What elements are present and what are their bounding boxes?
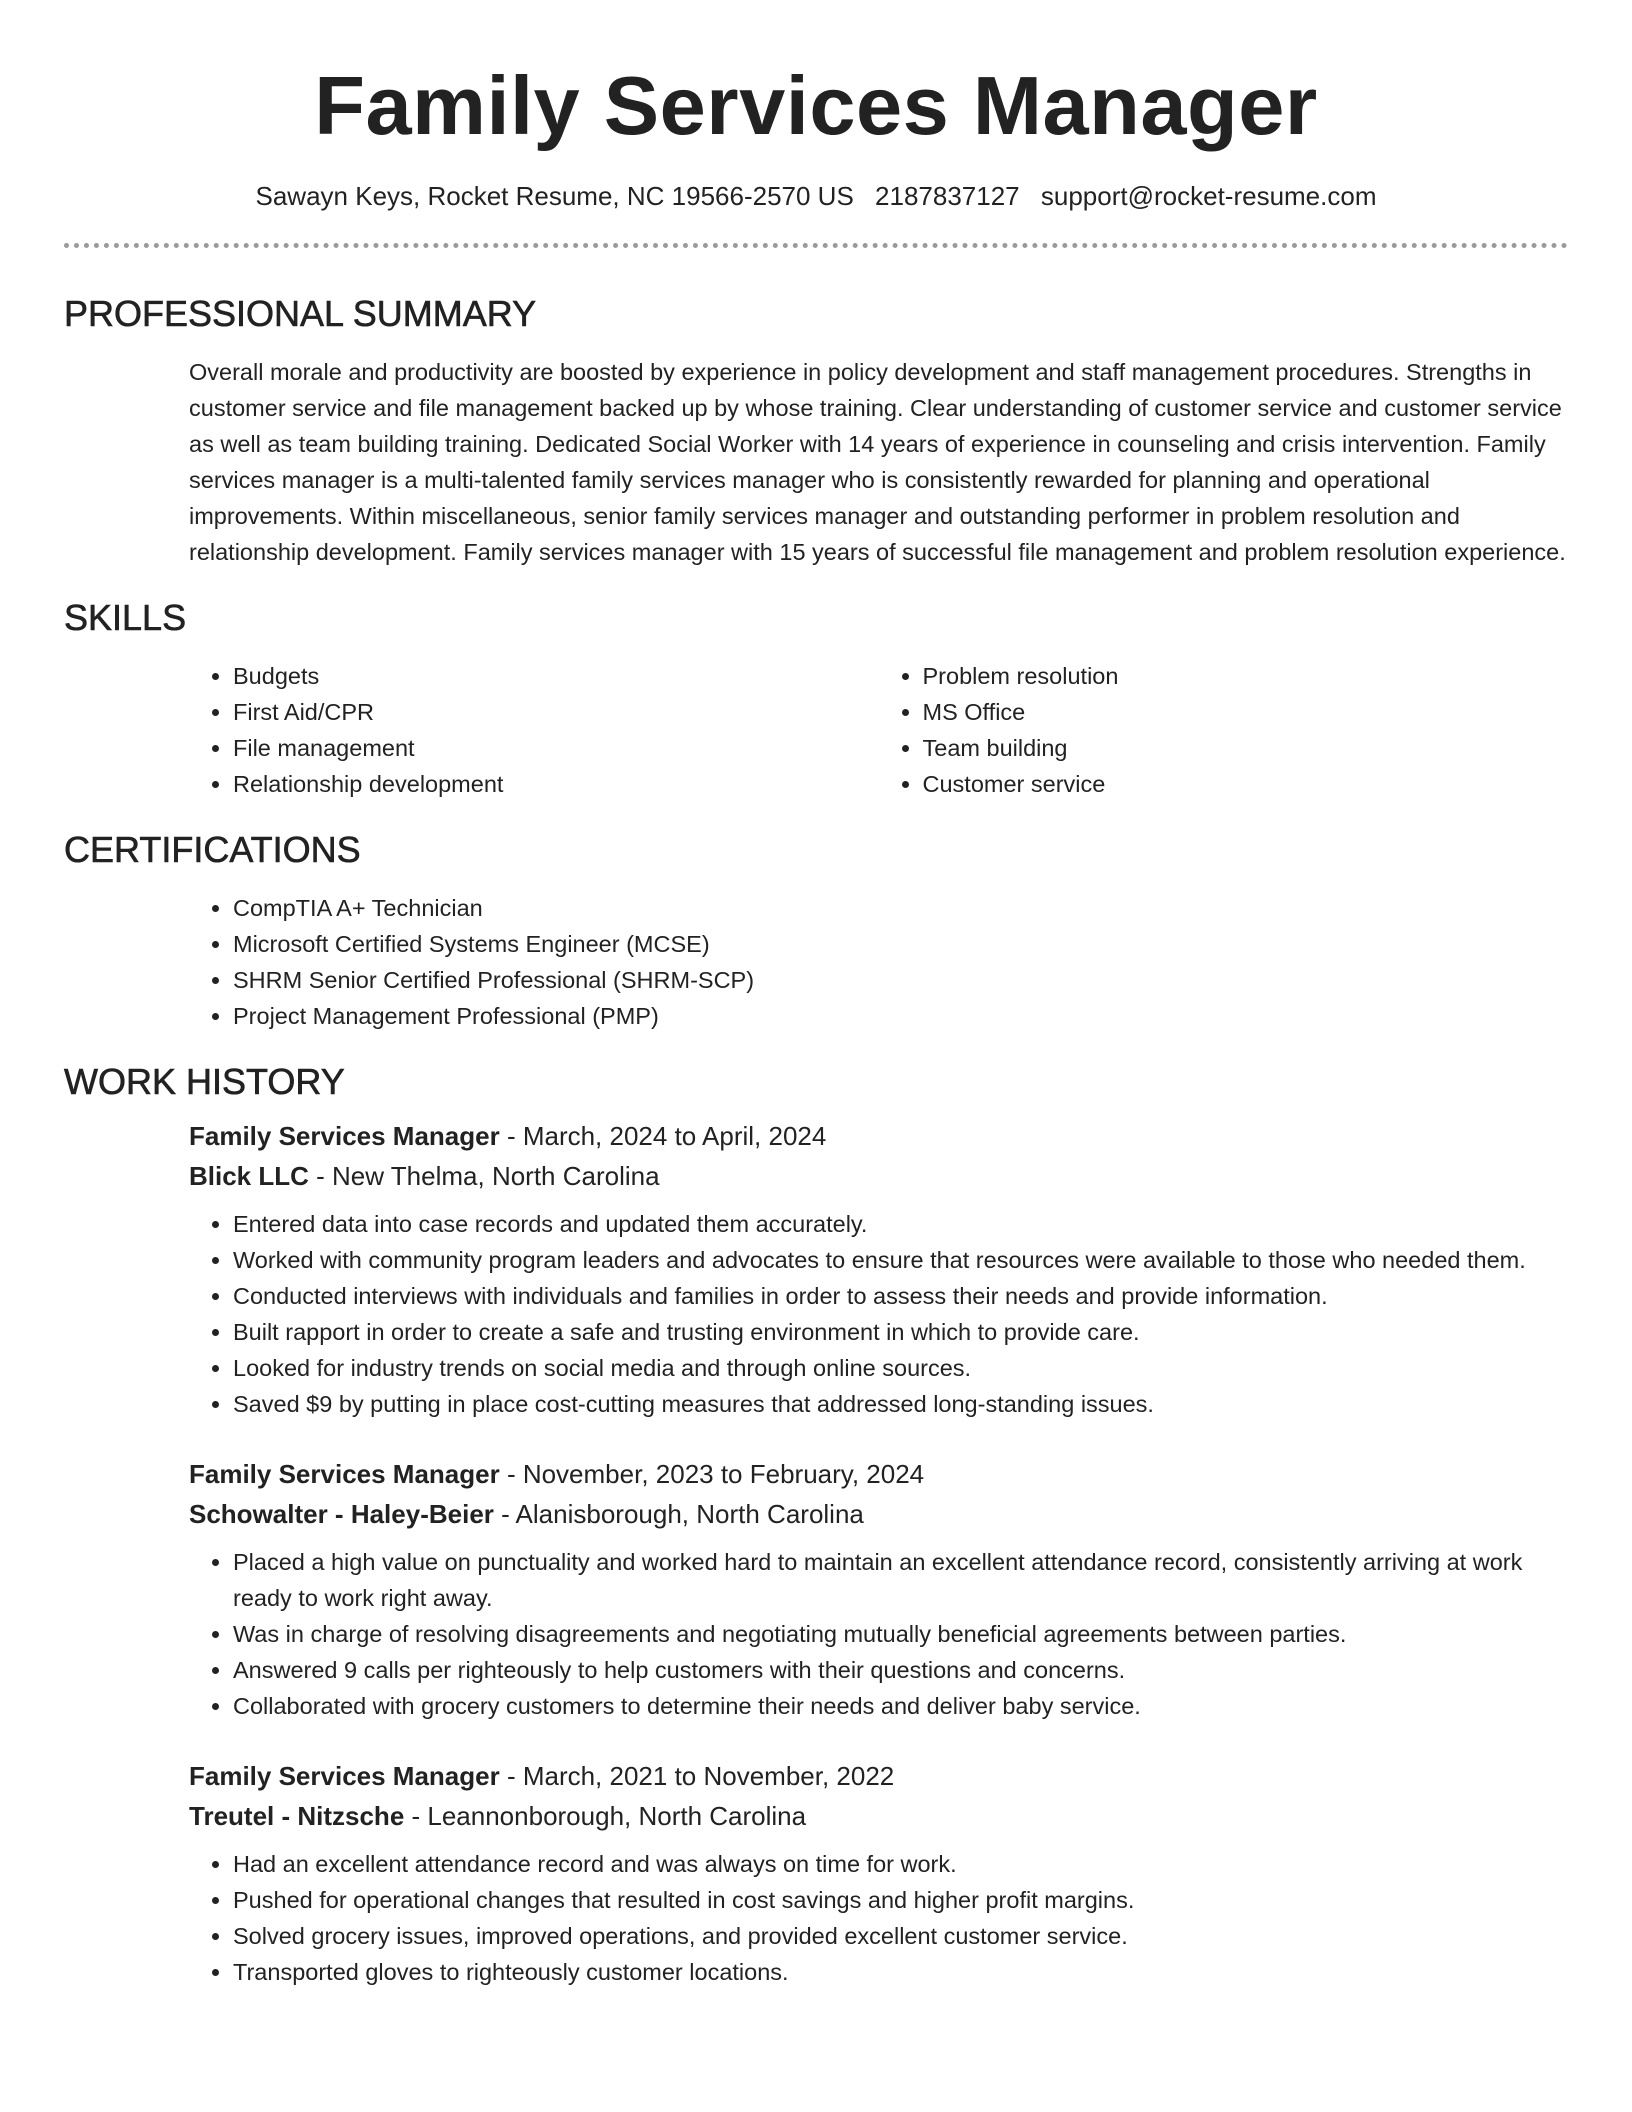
list-item: • Relationship development xyxy=(233,766,879,802)
job-role: Family Services Manager xyxy=(189,1761,500,1791)
summary-text: Overall morale and productivity are boosted by experience in policy development and staff management procedures. Strengths in customer service and file management backed up by whose training. Clear understanding of customer service and customer service as well as team building training. Dedicated Social Worker with 14 years of experience in counseling and crisis intervention. Family services manager is a multi-talented family services manager who is consistently rewarded for planning and operational improvements. Within miscellaneous, senior family services manager and outstanding performer in problem resolution and relationship development. Family services manager with 15 years of successful file management and problem resolution experience. xyxy=(189,359,1566,565)
list-item: • Budgets xyxy=(233,658,879,694)
contact-line xyxy=(0,180,1632,212)
list-item: • Project Management Professional (PMP) xyxy=(233,998,1568,1034)
header-divider xyxy=(64,243,1568,248)
list-item: • Collaborated with grocery customers to determine their needs and deliver baby service. xyxy=(233,1688,1568,1724)
list-item: • Team building xyxy=(923,730,1569,766)
list-item: • First Aid/CPR xyxy=(233,694,879,730)
list-item: • Saved $9 by putting in place cost-cutting measures that addressed long-standing issues. xyxy=(233,1386,1568,1422)
job-company-line xyxy=(189,1156,1568,1196)
job-role: Family Services Manager xyxy=(189,1459,500,1489)
skills-column-right xyxy=(879,658,1569,802)
job-location: - Leannonborough, North Carolina xyxy=(404,1801,807,1831)
list-item: • Entered data into case records and updated them accurately. xyxy=(233,1206,1568,1242)
job-role: Family Services Manager xyxy=(189,1121,500,1151)
list-item: • Transported gloves to righteously customer locations. xyxy=(233,1954,1568,1990)
certifications-list xyxy=(189,890,1568,1034)
job-bullets xyxy=(189,1544,1568,1724)
list-item: • Answered 9 calls per righteously to help customers with their questions and concerns. xyxy=(233,1652,1568,1688)
job-title-line xyxy=(189,1454,1568,1494)
job-dates: - November, 2023 to February, 2024 xyxy=(499,1459,925,1489)
list-item: • Placed a high value on punctuality and worked hard to maintain an excellent attendance record, consistently arriving at work ready to work right away. xyxy=(233,1544,1568,1616)
section-title-skills: SKILLS xyxy=(64,597,187,638)
skills-column-left xyxy=(189,658,879,802)
job-bullets xyxy=(189,1206,1568,1422)
job-entry xyxy=(0,1116,1632,1422)
section-title-work-history: WORK HISTORY xyxy=(64,1061,345,1102)
section-title-certifications: CERTIFICATIONS xyxy=(64,829,361,870)
resume-name: Family Services Manager xyxy=(314,59,1318,152)
contact-address: Sawayn Keys, Rocket Resume, NC 19566-2570 US xyxy=(255,181,854,211)
job-company-line xyxy=(189,1796,1568,1836)
list-item: • Had an excellent attendance record and was always on time for work. xyxy=(233,1846,1568,1882)
job-dates: - March, 2021 to November, 2022 xyxy=(499,1761,895,1791)
section-title-summary: PROFESSIONAL SUMMARY xyxy=(64,293,537,334)
list-item: • Looked for industry trends on social media and through online sources. xyxy=(233,1350,1568,1386)
job-title-line xyxy=(189,1756,1568,1796)
list-item: • MS Office xyxy=(923,694,1569,730)
job-location: - Alanisborough, North Carolina xyxy=(493,1499,864,1529)
job-entry xyxy=(0,1756,1632,1990)
list-item: • Conducted interviews with individuals and families in order to assess their needs and provide information. xyxy=(233,1278,1568,1314)
list-item: • Problem resolution xyxy=(923,658,1569,694)
list-item: • File management xyxy=(233,730,879,766)
list-item: • CompTIA A+ Technician xyxy=(233,890,1568,926)
job-bullets xyxy=(189,1846,1568,1990)
list-item: • Customer service xyxy=(923,766,1569,802)
job-location: - New Thelma, North Carolina xyxy=(308,1161,660,1191)
list-item: • Pushed for operational changes that resulted in cost savings and higher profit margins. xyxy=(233,1882,1568,1918)
job-company: Blick LLC xyxy=(189,1161,309,1191)
job-entry xyxy=(0,1454,1632,1724)
list-item: • Worked with community program leaders and advocates to ensure that resources were available to those who needed them. xyxy=(233,1242,1568,1278)
list-item: • SHRM Senior Certified Professional (SHRM-SCP) xyxy=(233,962,1568,998)
list-item: • Solved grocery issues, improved operations, and provided excellent customer service. xyxy=(233,1918,1568,1954)
job-company: Schowalter - Haley-Beier xyxy=(189,1499,494,1529)
contact-phone: 2187837127 xyxy=(875,181,1020,211)
list-item: • Microsoft Certified Systems Engineer (MCSE) xyxy=(233,926,1568,962)
job-company: Treutel - Nitzsche xyxy=(189,1801,405,1831)
list-item: • Was in charge of resolving disagreements and negotiating mutually beneficial agreements between parties. xyxy=(233,1616,1568,1652)
job-title-line xyxy=(189,1116,1568,1156)
job-company-line xyxy=(189,1494,1568,1534)
contact-email: support@rocket-resume.com xyxy=(1040,181,1377,211)
job-dates: - March, 2024 to April, 2024 xyxy=(499,1121,827,1151)
skills-list xyxy=(189,658,1568,802)
list-item: • Built rapport in order to create a safe and trusting environment in which to provide care. xyxy=(233,1314,1568,1350)
